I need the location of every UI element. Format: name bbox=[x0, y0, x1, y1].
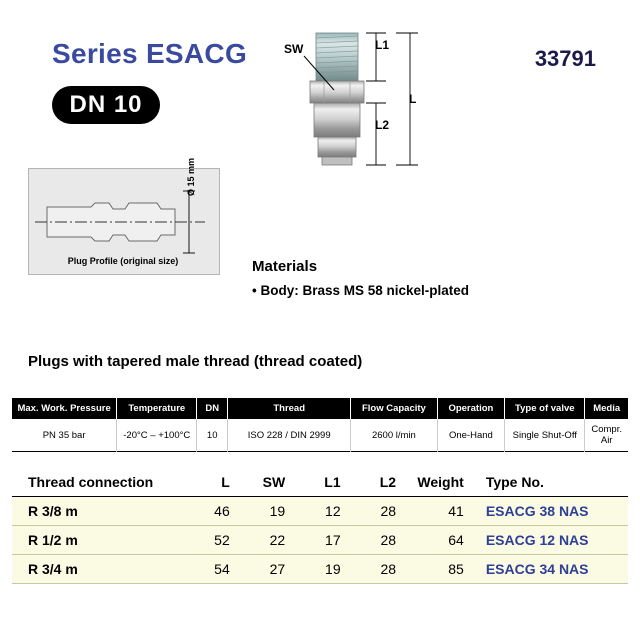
diameter-label: Ø 15 mm bbox=[186, 157, 196, 196]
dimension-table bbox=[12, 468, 628, 584]
dim-l1: 17 bbox=[289, 526, 344, 555]
l2-label: L2 bbox=[375, 118, 390, 132]
table-row[interactable] bbox=[12, 555, 628, 584]
spec-value-media: Compr. Air bbox=[585, 419, 628, 452]
dim-sw: 19 bbox=[234, 497, 289, 526]
sw-label: SW bbox=[284, 42, 304, 56]
dim-thread: R 1/2 m bbox=[12, 526, 178, 555]
dim-header-l: L bbox=[178, 468, 233, 497]
spec-table-header-row bbox=[12, 398, 628, 419]
l2-dimension bbox=[366, 103, 386, 165]
spec-value-thread: ISO 228 / DIN 2999 bbox=[228, 419, 351, 452]
spec-value-dn: 10 bbox=[197, 419, 228, 452]
dn-badge: DN 10 bbox=[52, 86, 160, 124]
materials-title: Materials bbox=[252, 258, 318, 275]
article-number: 33791 bbox=[534, 46, 596, 71]
hex-collar bbox=[310, 81, 364, 103]
dim-l: 52 bbox=[178, 526, 233, 555]
dim-weight: 41 bbox=[400, 497, 468, 526]
spec-header-thread: Thread bbox=[228, 398, 351, 419]
plug-body bbox=[314, 103, 360, 165]
spec-table bbox=[12, 398, 628, 452]
table-row[interactable] bbox=[12, 497, 628, 526]
table-row[interactable] bbox=[12, 526, 628, 555]
spec-value-pressure: PN 35 bar bbox=[12, 419, 117, 452]
dim-l1: 12 bbox=[289, 497, 344, 526]
dim-header-sw: SW bbox=[234, 468, 289, 497]
spec-header-media: Media bbox=[585, 398, 628, 419]
l1-label: L1 bbox=[375, 38, 390, 52]
dim-header-thread-connection: Thread connection bbox=[12, 468, 178, 497]
dim-weight: 64 bbox=[400, 526, 468, 555]
dim-header-l1: L1 bbox=[289, 468, 344, 497]
section-heading: Plugs with tapered male thread (thread coated) bbox=[28, 353, 363, 370]
spec-header-dn: DN bbox=[197, 398, 228, 419]
dim-thread: R 3/8 m bbox=[12, 497, 178, 526]
dim-header-l2: L2 bbox=[345, 468, 400, 497]
spec-value-flow: 2600 l/min bbox=[351, 419, 437, 452]
materials-body: • Body: Brass MS 58 nickel-plated bbox=[252, 283, 470, 298]
spec-header-pressure: Max. Work. Pressure bbox=[12, 398, 117, 419]
dim-l2: 28 bbox=[345, 497, 400, 526]
dim-weight: 85 bbox=[400, 555, 468, 584]
product-drawing bbox=[278, 16, 518, 181]
dim-header-type-no: Type No. bbox=[468, 468, 628, 497]
spec-value-temperature: -20°C – +100°C bbox=[117, 419, 197, 452]
spec-header-valve: Type of valve bbox=[505, 398, 585, 419]
dim-header-weight: Weight bbox=[400, 468, 468, 497]
spec-header-operation: Operation bbox=[437, 398, 505, 419]
spec-header-flow: Flow Capacity bbox=[351, 398, 437, 419]
dim-type-no: ESACG 34 NAS bbox=[468, 555, 628, 584]
dim-l: 46 bbox=[178, 497, 233, 526]
dim-sw: 27 bbox=[234, 555, 289, 584]
spec-header-temperature: Temperature bbox=[117, 398, 197, 419]
dim-l: 54 bbox=[178, 555, 233, 584]
dim-l2: 28 bbox=[345, 555, 400, 584]
spec-value-operation: One-Hand bbox=[437, 419, 505, 452]
dim-l2: 28 bbox=[345, 526, 400, 555]
dim-sw: 22 bbox=[234, 526, 289, 555]
dim-type-no: ESACG 12 NAS bbox=[468, 526, 628, 555]
spec-table-value-row bbox=[12, 419, 628, 452]
profile-caption: Plug Profile (original size) bbox=[67, 256, 179, 266]
dim-type-no: ESACG 38 NAS bbox=[468, 497, 628, 526]
male-thread-section bbox=[316, 33, 358, 81]
dim-thread: R 3/4 m bbox=[12, 555, 178, 584]
dimension-header-row bbox=[12, 468, 628, 497]
dim-l1: 19 bbox=[289, 555, 344, 584]
series-title: Series ESACG bbox=[52, 38, 248, 69]
spec-value-valve: Single Shut-Off bbox=[505, 419, 585, 452]
l-label: L bbox=[409, 92, 417, 106]
